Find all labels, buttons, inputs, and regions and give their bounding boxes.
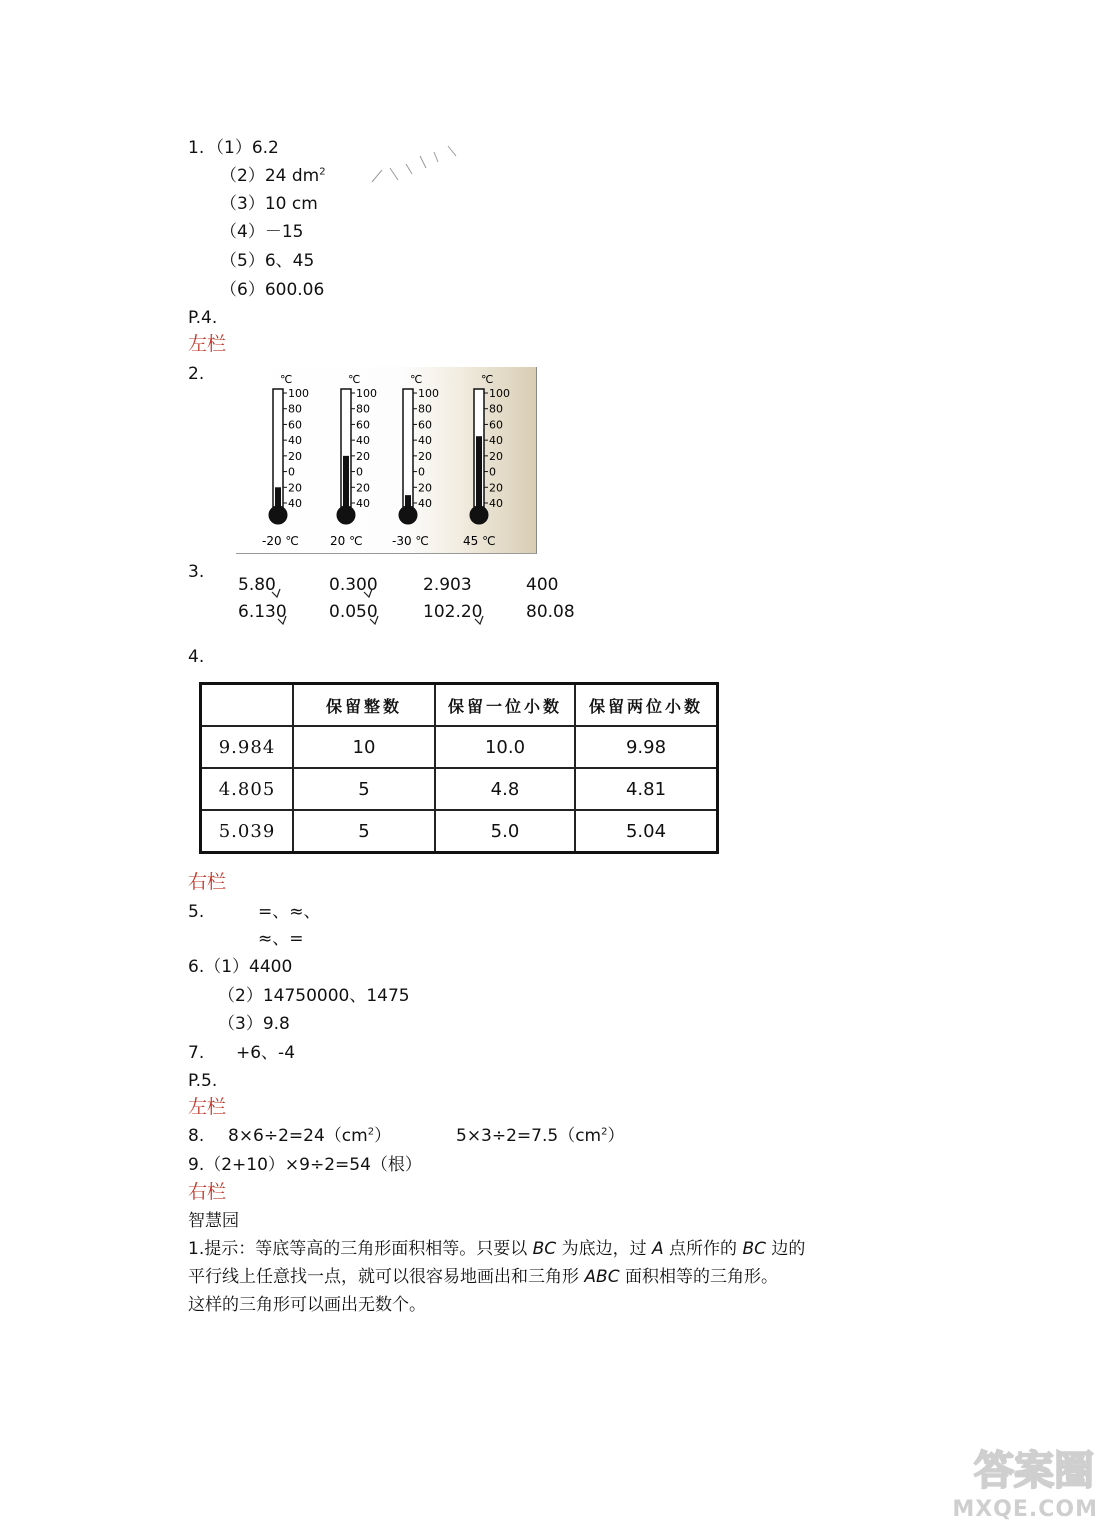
q7-answer: +6、-4: [236, 1043, 296, 1063]
q3-r2-c1: 6.130: [238, 602, 287, 622]
thermometer-tick-label: 40: [489, 497, 503, 510]
thermometer-tick-label: 20: [288, 481, 302, 495]
thermometer-unit: ℃: [280, 373, 293, 386]
q1-item-2: （2）24 $dm^2$: [220, 166, 326, 186]
thermometer-reading-label: -20 ℃: [262, 534, 299, 548]
thermometer-mercury: [343, 456, 349, 509]
table-cell: 5.04: [575, 810, 718, 853]
thermometer-tick-label: 0: [356, 465, 363, 479]
thermometer-tick-label: 40: [418, 497, 432, 510]
thermometer-tick-label: 100: [356, 387, 377, 400]
watermark-logo: [952, 1448, 1110, 1528]
q3-r1-c2: 0.300: [329, 575, 378, 595]
q3-r2-c2: 0.050: [329, 602, 378, 622]
thermometer-unit: ℃: [348, 373, 361, 386]
wisdom-line-1: 1.提示：等底等高的三角形面积相等。只要以 BC 为底边，过 A 点所作的 BC 边的: [188, 1239, 806, 1259]
thermometer-tick-label: 60: [489, 418, 503, 432]
table-row: [201, 726, 718, 768]
thermometer-reading-label: 45 ℃: [463, 534, 496, 548]
table-header-one-decimal: 保留一位小数: [435, 684, 575, 727]
thermometer-tick-label: 40: [356, 434, 370, 448]
q9-answer: 9.（2+10）×9÷2=54（根）: [188, 1155, 422, 1175]
q1-item-4: （4）－15: [220, 222, 304, 242]
thermometer-tick-label: 40: [288, 497, 302, 510]
thermometer-bulb: [399, 506, 417, 524]
thermometer-tick-label: 20: [288, 449, 302, 463]
thermometer-tick-label: 20: [356, 481, 370, 495]
page-label-4: P.4.: [188, 308, 218, 328]
q8-answer-b: $5\times 3\div 2=7.5(cm^2)$: [456, 1126, 625, 1146]
q1-item-6: （6）600.06: [220, 280, 325, 300]
q5-number: 5.: [188, 902, 205, 922]
thermometer-tick-label: 80: [489, 402, 503, 416]
thermometer-mercury: [476, 436, 482, 509]
thermometer-reading-label: 20 ℃: [330, 534, 363, 548]
table-cell: 10.0: [435, 726, 575, 768]
q5-line-2: ≈、=: [258, 929, 304, 949]
wisdom-title: 智慧园: [188, 1211, 239, 1231]
wisdom-line-2: 平行线上任意找一点，就可以很容易地画出和三角形 ABC 面积相等的三角形。: [188, 1267, 778, 1287]
thermometer-unit: ℃: [410, 373, 423, 386]
table-header-corner: [201, 684, 294, 727]
q1-number: 1.: [188, 138, 205, 158]
thermometer-tick-label: 40: [418, 434, 432, 448]
thermometer-reading-label: -30 ℃: [392, 534, 429, 548]
thermometer-tube: [403, 389, 413, 507]
thermometer-tick-label: 20: [418, 449, 432, 463]
q3-r2-c4: 80.08: [526, 602, 575, 622]
q3-r1-c4: 400: [526, 575, 559, 595]
pencil-marks: [360, 140, 470, 200]
q7-number: 7.: [188, 1043, 205, 1063]
thermometer-tick-label: 0: [489, 465, 496, 479]
table-cell: 10: [293, 726, 435, 768]
watermark-chinese: 答案圈: [974, 1448, 1094, 1494]
table-cell: 4.81: [575, 768, 718, 810]
q4-number: 4.: [188, 647, 205, 667]
table-cell: 4.805: [201, 768, 294, 810]
q2-number: 2.: [188, 364, 205, 384]
section-left-column-2: 左栏: [188, 1096, 227, 1118]
q6-line-1: 6.（1）4400: [188, 957, 293, 977]
thermometer-tick-label: 0: [418, 465, 425, 479]
q3-r2-c3: 102.20: [423, 602, 483, 622]
table-cell: 4.8: [435, 768, 575, 810]
table-header-two-decimals: 保留两位小数: [575, 684, 718, 727]
q8-number: 8.: [188, 1126, 205, 1146]
thermometer-tick-label: 80: [418, 402, 432, 416]
q3-r1-c3: 2.903: [423, 575, 472, 595]
thermometer-tick-label: 20: [356, 449, 370, 463]
thermometer-image: [236, 367, 537, 554]
thermometer-tick-label: 60: [418, 418, 432, 432]
table-cell: 5.0: [435, 810, 575, 853]
thermometer-tick-label: 40: [489, 434, 503, 448]
thermometer-tick-label: 20: [418, 481, 432, 495]
thermometer-tick-label: 20: [489, 481, 503, 495]
section-right-column-1: 右栏: [188, 871, 227, 893]
thermometer-tick-label: 80: [288, 402, 302, 416]
check-marks: [230, 575, 500, 625]
table-header-row: [201, 684, 718, 727]
thermometer-bulb: [470, 506, 488, 524]
thermometer-tick-label: 100: [418, 387, 439, 400]
q6-line-3: （3）9.8: [218, 1014, 290, 1034]
table-header-integer: 保留整数: [293, 684, 435, 727]
thermometer-tick-label: 60: [288, 418, 302, 432]
thermometer-tick-label: 40: [356, 497, 370, 510]
wisdom-line-3: 这样的三角形可以画出无数个。: [188, 1295, 426, 1315]
page-label-5: P.5.: [188, 1071, 218, 1091]
thermometer-tick-label: 40: [288, 434, 302, 448]
thermometer-tick-label: 20: [489, 449, 503, 463]
q1-item-3: （3）10 cm: [220, 194, 318, 214]
table-cell: 5: [293, 810, 435, 853]
thermometer-unit: ℃: [481, 373, 494, 386]
thermometer-tick-label: 60: [356, 418, 370, 432]
section-right-column-2: 右栏: [188, 1181, 227, 1203]
thermometer-tick-label: 80: [356, 402, 370, 416]
watermark-url: MXQE.COM: [952, 1497, 1098, 1522]
table-cell: 5: [293, 768, 435, 810]
table-cell: 5.039: [201, 810, 294, 853]
q8-answer-a: $8\times 6\div 2=24(cm^2)$: [228, 1126, 392, 1146]
table-row: [201, 810, 718, 853]
q6-line-2: （2）14750000、1475: [218, 986, 410, 1006]
q1-item-1: （1）6.2: [207, 138, 279, 158]
q3-r1-c1: 5.80: [238, 575, 276, 595]
thermometer-tick-label: 100: [489, 387, 510, 400]
thermometer-bulb: [337, 506, 355, 524]
rounding-table: [199, 682, 719, 854]
table-cell: 9.984: [201, 726, 294, 768]
table-cell: 9.98: [575, 726, 718, 768]
thermometer-tick-label: 0: [288, 465, 295, 479]
thermometer-bulb: [269, 506, 287, 524]
table-row: [201, 768, 718, 810]
q1-item-5: （5）6、45: [220, 251, 315, 271]
thermometer-tick-label: 100: [288, 387, 309, 400]
q3-number: 3.: [188, 562, 205, 582]
section-left-column-1: 左栏: [188, 333, 227, 355]
q5-line-1: =、≈、: [258, 902, 321, 922]
